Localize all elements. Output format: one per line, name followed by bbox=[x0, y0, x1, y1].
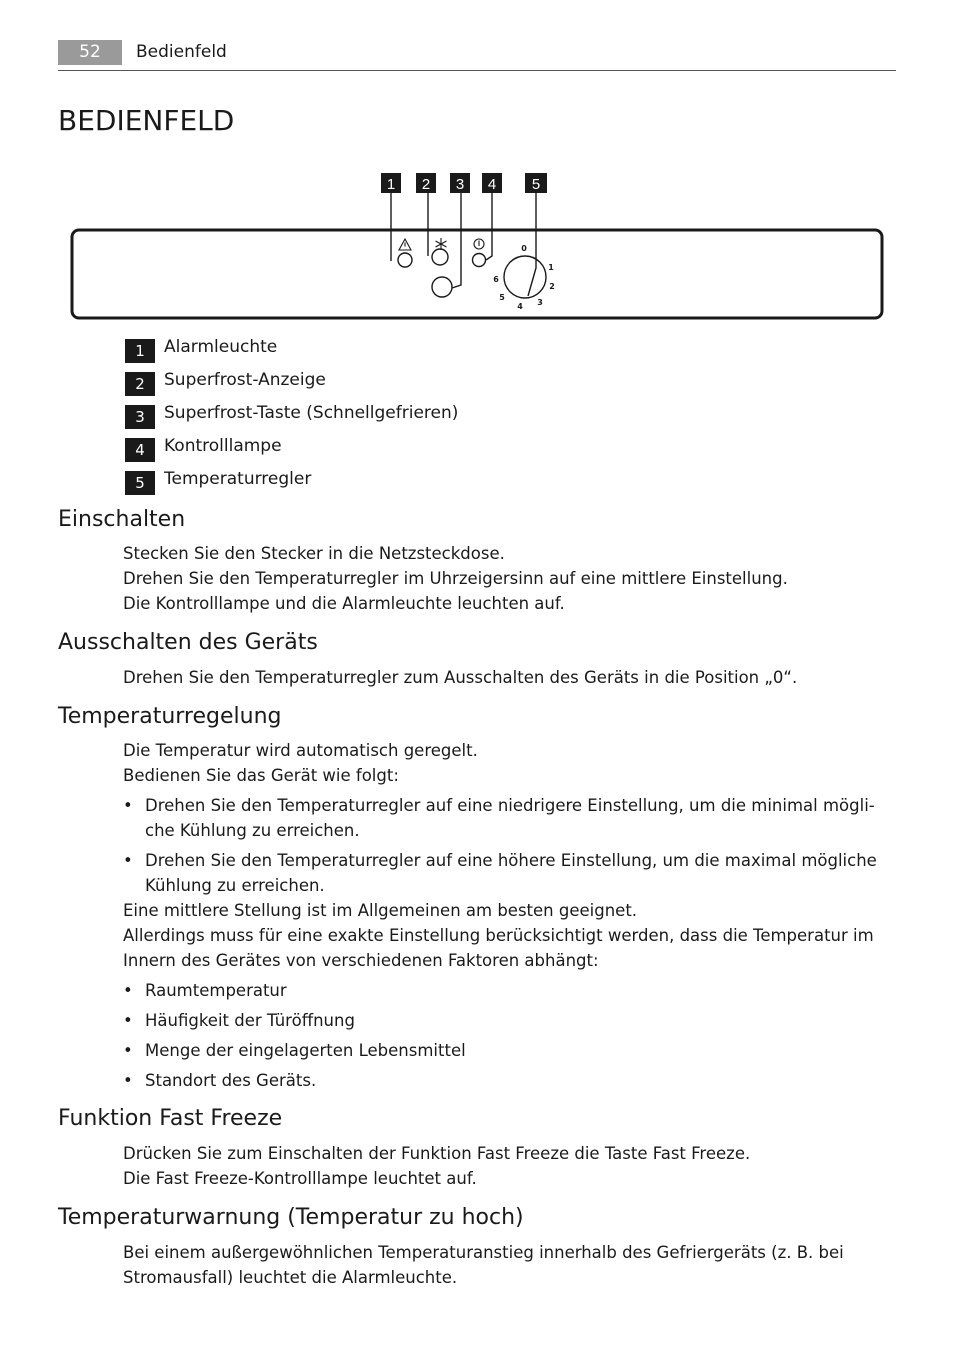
leader-line-5 bbox=[528, 193, 536, 296]
legend-number: 2 bbox=[125, 372, 155, 396]
callout-5-label: 5 bbox=[531, 176, 541, 193]
paragraph-line: Drehen Sie den Temperaturregler im Uhrzeigersinn auf eine mittlere Einstellung. bbox=[123, 569, 788, 588]
superfrost-lamp bbox=[432, 249, 448, 265]
paragraph-line: Die Temperatur wird automatisch geregelt. bbox=[123, 741, 478, 760]
page-title: BEDIENFELD bbox=[58, 104, 235, 137]
bullet-text: Drehen Sie den Temperaturregler auf eine höhere Einstellung, um die maximal mögliche Kühlung zu erreichen. bbox=[145, 851, 877, 895]
paragraph-line: Die Kontrolllampe und die Alarmleuchte leuchten auf. bbox=[123, 594, 565, 613]
callout-1-label: 1 bbox=[386, 176, 396, 193]
paragraph-line: Innern des Gerätes von verschiedenen Faktoren abhängt: bbox=[123, 951, 599, 970]
alarm-lamp bbox=[398, 253, 412, 267]
heading-einschalten: Einschalten bbox=[58, 507, 186, 532]
dial-number-3: 3 bbox=[537, 298, 543, 307]
callout-5 bbox=[525, 173, 547, 193]
paragraph-line: Stromausfall) leuchtet die Alarmleuchte. bbox=[123, 1268, 458, 1287]
paragraph-line: Eine mittlere Stellung ist im Allgemeinen am besten geeignet. bbox=[123, 901, 638, 920]
leader-line-3 bbox=[452, 193, 461, 288]
paragraph-line: Drehen Sie den Temperaturregler zum Ausschalten des Geräts in die Position „0“. bbox=[123, 668, 798, 687]
bullet-dot: • bbox=[123, 1071, 133, 1090]
snowflake-icon bbox=[436, 238, 447, 250]
bullet-text: Raumtemperatur bbox=[145, 981, 287, 1000]
paragraph-line: Drücken Sie zum Einschalten der Funktion Fast Freeze die Taste Fast Freeze. bbox=[123, 1144, 751, 1163]
callout-3-label: 3 bbox=[455, 176, 465, 193]
bullet-text: Standort des Geräts. bbox=[145, 1071, 317, 1090]
bullet-dot: • bbox=[123, 796, 133, 815]
control-lamp bbox=[473, 254, 486, 267]
bullet-text: Häufigkeit der Türöffnung bbox=[145, 1011, 355, 1030]
dial-number-1: 1 bbox=[548, 263, 554, 272]
bullet-text: Menge der eingelagerten Lebensmittel bbox=[145, 1041, 466, 1060]
control-panel-outline bbox=[72, 230, 882, 318]
leader-line-4 bbox=[486, 193, 492, 260]
bullet-dot: • bbox=[123, 1011, 133, 1030]
paragraph-line: Bei einem außergewöhnlichen Temperaturanstieg innerhalb des Gefriergeräts (z. B. bei bbox=[123, 1243, 844, 1262]
header-section-label: Bedienfeld bbox=[136, 42, 227, 62]
legend-number: 1 bbox=[125, 339, 155, 363]
bullet-text: Drehen Sie den Temperaturregler auf eine niedrigere Einstellung, um die minimal mögli-che Kühlung zu erreichen. bbox=[145, 796, 875, 840]
dial-number-6: 6 bbox=[493, 275, 499, 284]
legend-number: 3 bbox=[125, 405, 155, 429]
paragraph-line: Allerdings muss für eine exakte Einstellung berücksichtigt werden, dass die Temperatur im bbox=[123, 926, 874, 945]
callout-1 bbox=[381, 173, 401, 193]
paragraph-line: Stecken Sie den Stecker in die Netzsteckdose. bbox=[123, 544, 505, 563]
dial-number-4: 4 bbox=[517, 302, 523, 311]
legend-label: Superfrost-Taste (Schnellgefrieren) bbox=[164, 403, 459, 423]
paragraph-line: Die Fast Freeze-Kontrolllampe leuchtet auf. bbox=[123, 1169, 477, 1188]
temperature-dial bbox=[504, 256, 546, 298]
legend-number: 5 bbox=[125, 471, 155, 495]
dial-number-0: 0 bbox=[521, 244, 527, 253]
bullet-dot: • bbox=[123, 981, 133, 1000]
heading-temperaturwarnung: Temperaturwarnung (Temperatur zu hoch) bbox=[58, 1205, 524, 1230]
legend-label: Alarmleuchte bbox=[164, 337, 278, 357]
control-panel-diagram bbox=[58, 168, 896, 328]
warning-icon bbox=[399, 239, 411, 250]
legend-label: Superfrost-Anzeige bbox=[164, 370, 326, 390]
dial-number-2: 2 bbox=[549, 282, 555, 291]
callout-2-label: 2 bbox=[421, 176, 431, 193]
heading-ausschalten: Ausschalten des Geräts bbox=[58, 630, 318, 655]
legend-label: Temperaturregler bbox=[164, 469, 312, 489]
legend-label: Kontrolllampe bbox=[164, 436, 282, 456]
callout-2 bbox=[416, 173, 436, 193]
page-number: 52 bbox=[58, 40, 122, 65]
callout-4 bbox=[482, 173, 502, 193]
heading-fast-freeze: Funktion Fast Freeze bbox=[58, 1106, 283, 1131]
superfrost-button bbox=[432, 277, 452, 297]
paragraph-line: Bedienen Sie das Gerät wie folgt: bbox=[123, 766, 399, 785]
bullet-dot: • bbox=[123, 1041, 133, 1060]
callout-4-label: 4 bbox=[487, 176, 497, 193]
callout-3 bbox=[450, 173, 470, 193]
bullet-dot: • bbox=[123, 851, 133, 870]
heading-temperaturregelung: Temperaturregelung bbox=[58, 704, 282, 729]
header-divider bbox=[58, 70, 896, 71]
power-icon bbox=[474, 239, 484, 249]
dial-number-5: 5 bbox=[499, 293, 505, 302]
legend-number: 4 bbox=[125, 438, 155, 462]
